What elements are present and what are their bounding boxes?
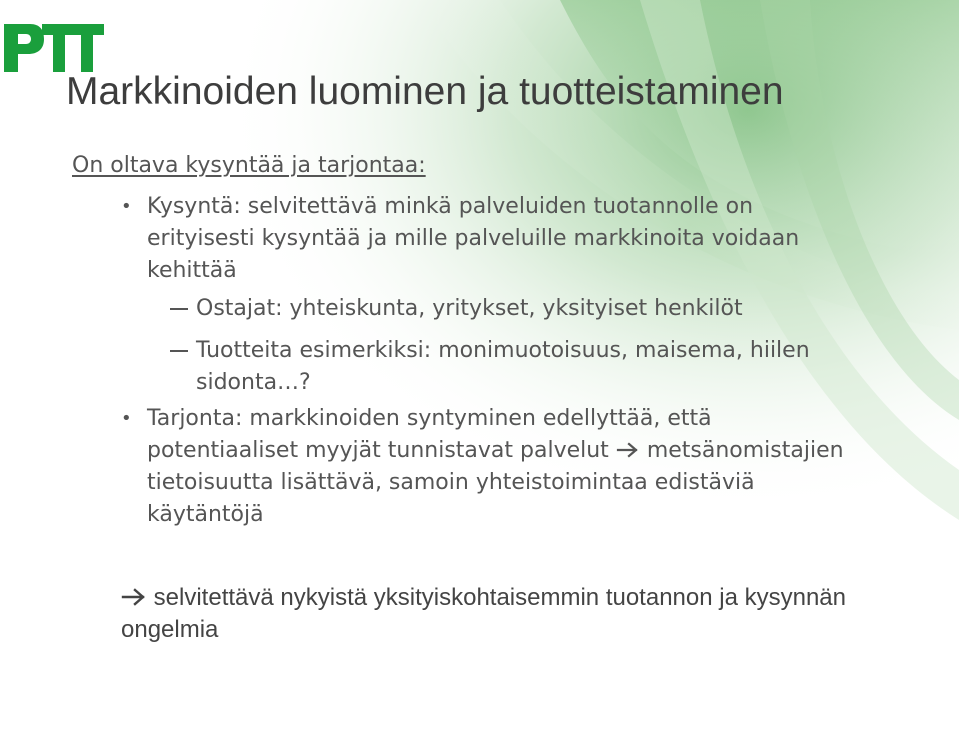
intro-heading: On oltava kysyntää ja tarjontaa: <box>72 153 426 178</box>
sub-bullet-products-text: Tuotteita esimerkiksi: monimuotoisuus, maisema, hiilen sidonta…? <box>196 338 810 395</box>
conclusion-text: selvitettävä nykyistä yksityiskohtaisemmin tuotannon ja kysynnän ongelmia <box>121 584 846 643</box>
dash-icon <box>170 350 188 352</box>
sub-bullet-buyers-text: Ostajat: yhteiskunta, yritykset, yksityiset henkilöt <box>196 296 743 321</box>
bullet-dot-icon: • <box>121 408 132 429</box>
conclusion <box>121 582 851 646</box>
bullet-supply-text-part1: Tarjonta: markkinoiden syntyminen edellyttää, että potentiaaliset myyjät tunnistavat palvelut <box>147 406 712 463</box>
bullet-dot-icon: • <box>121 196 132 217</box>
arrow-right-icon <box>616 441 640 459</box>
bullet-supply-text <box>147 403 847 531</box>
bullet-demand-text: Kysyntä: selvitettävä minkä palveluiden tuotannolle on erityisesti kysyntää ja mille palveluille markkinoita voidaan kehittää <box>147 194 800 283</box>
arrow-right-icon <box>121 587 147 607</box>
dash-icon <box>170 308 188 310</box>
slide-title: Markkinoiden luominen ja tuotteistaminen <box>66 70 784 113</box>
bullet-supply-text-part2: metsänomistajien tietoisuutta lisättävä, samoin yhteistoimintaa edistäviä käytäntöjä <box>147 438 844 527</box>
